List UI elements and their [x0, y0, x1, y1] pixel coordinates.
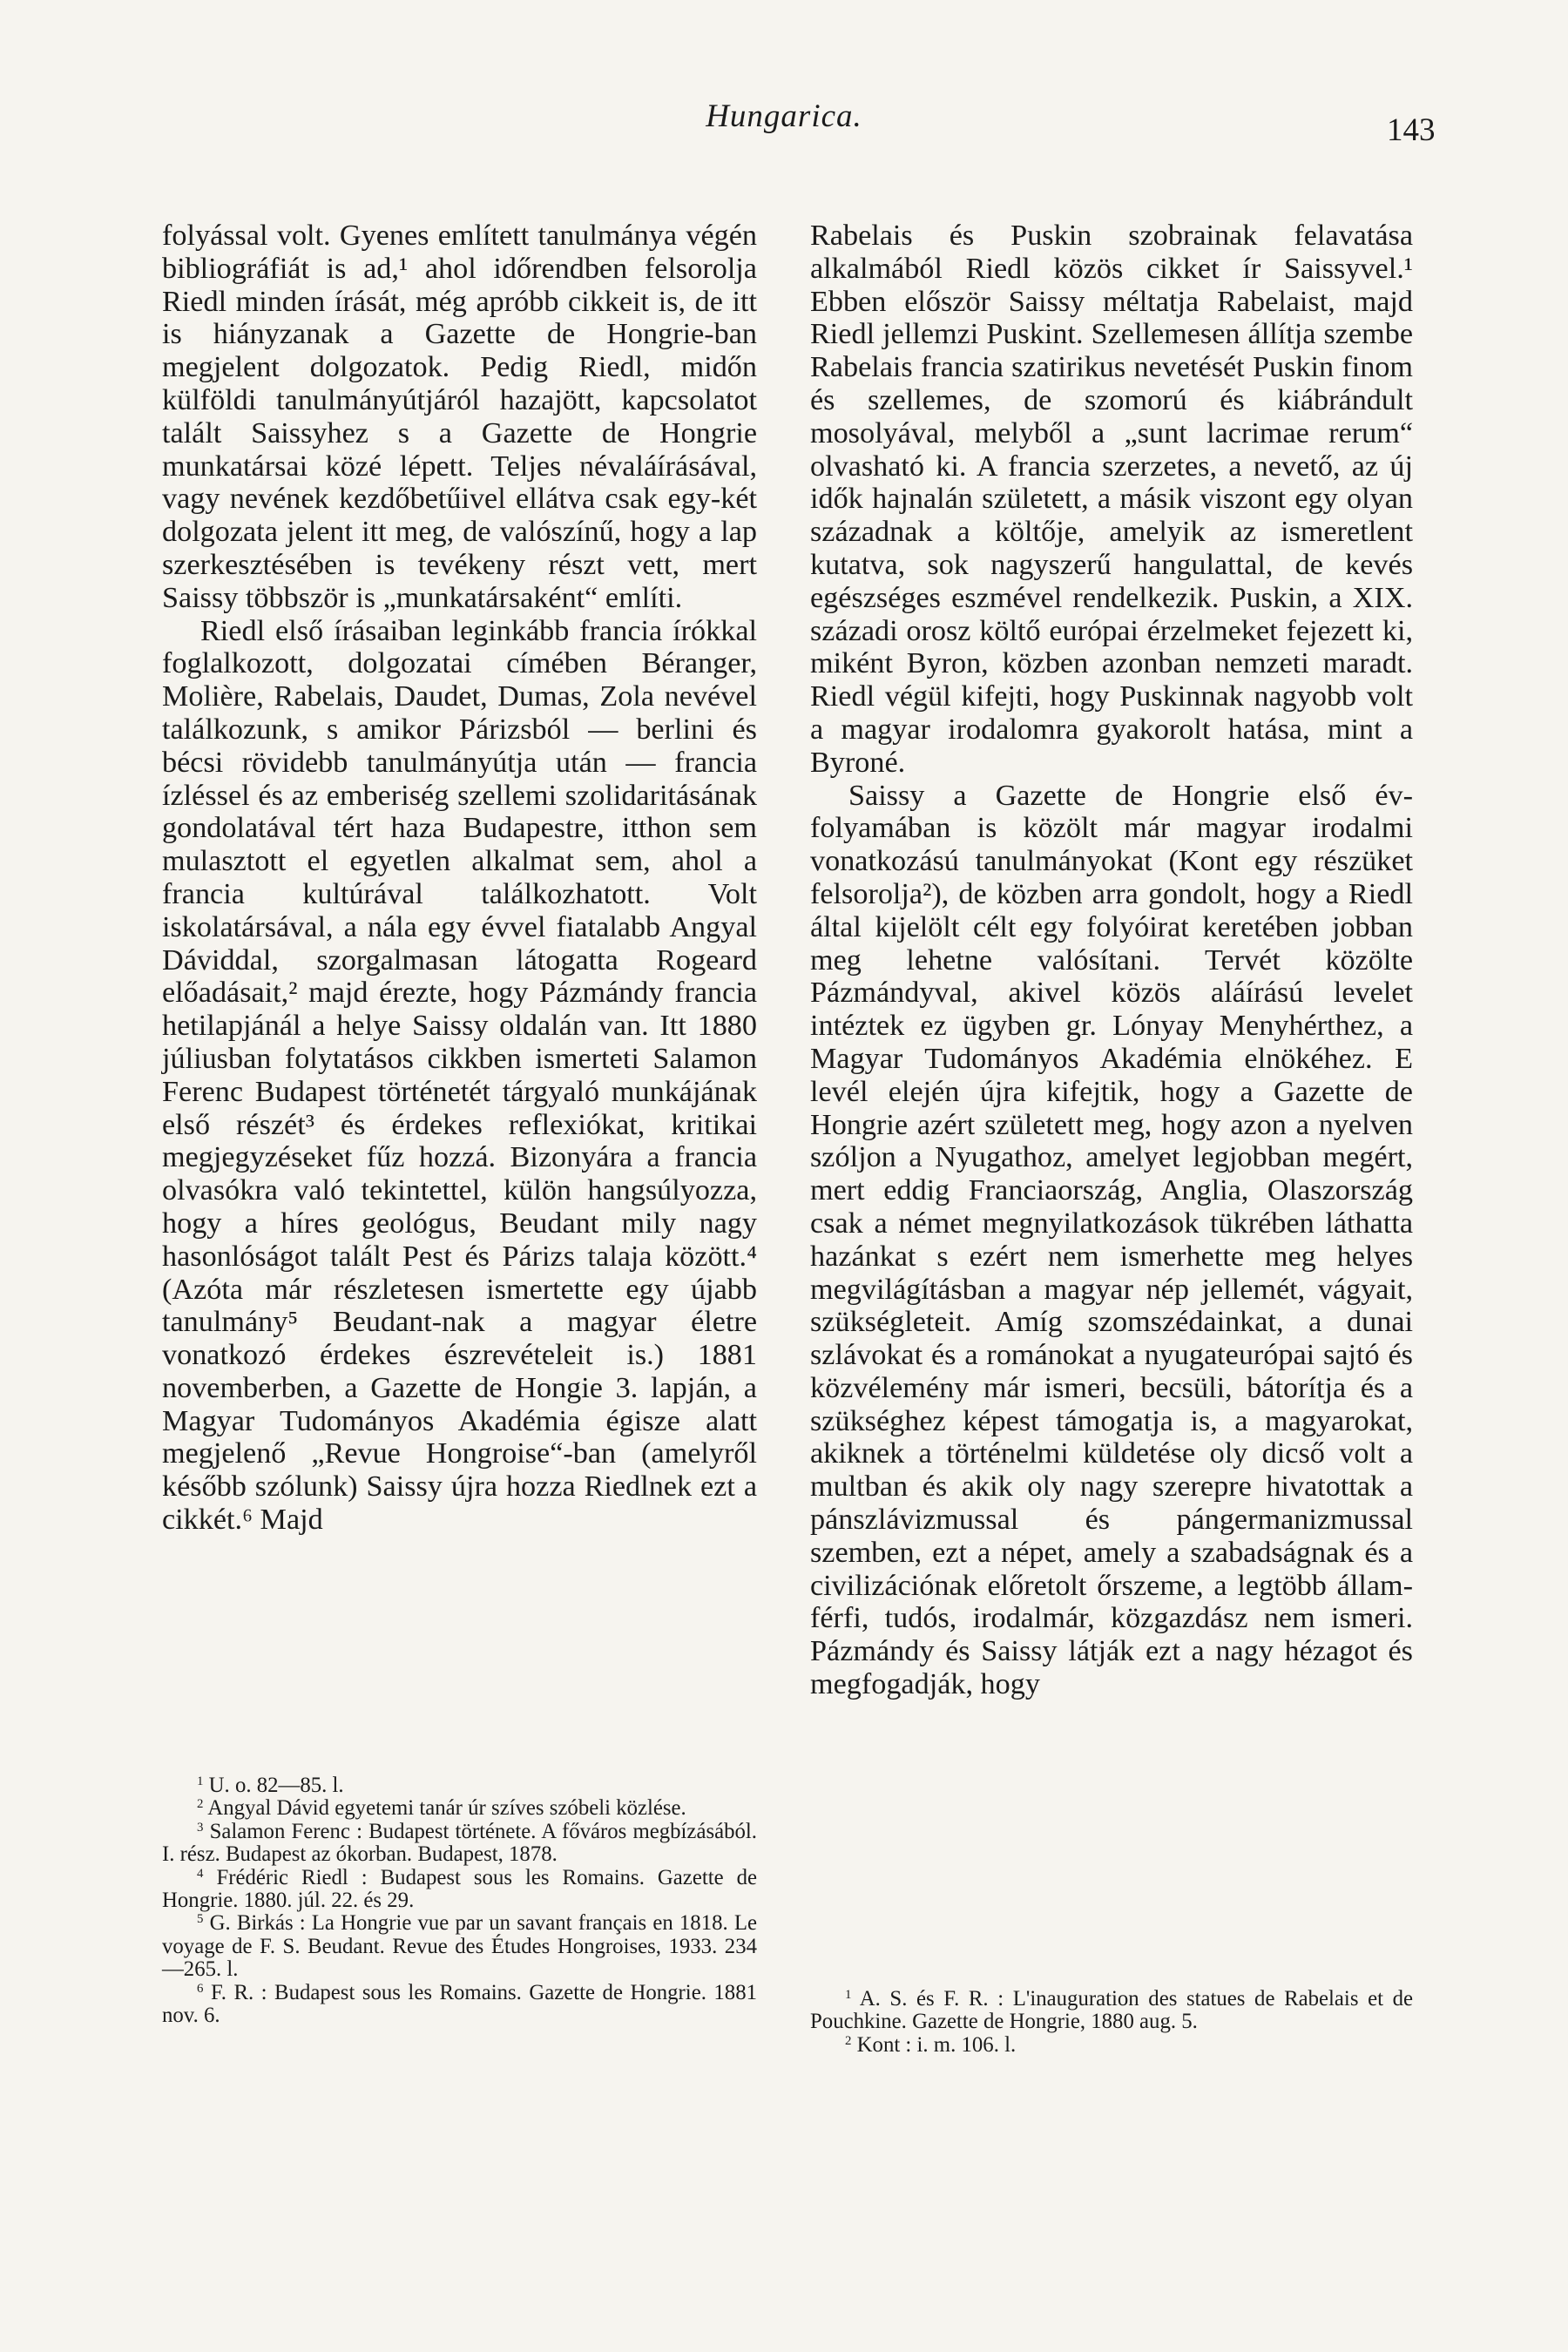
footnote-mark: 4	[197, 1866, 204, 1881]
footnote	[162, 1982, 757, 2028]
footnotes-right	[810, 1988, 1413, 2057]
footnote-mark: 5	[197, 1912, 204, 1927]
footnote-mark: 1	[197, 1774, 204, 1788]
footnote	[810, 1988, 1413, 2034]
footnote-text: Salamon Ferenc : Budapest története. A főváros megbízásából. I. rész. Budapest az ókorban. Budapest, 1878.	[162, 1819, 757, 1867]
footnote	[162, 1867, 757, 1913]
left-paragraph-1: folyással volt. Gyenes említett tanulmánya végén bibliográfiát is ad,¹ ahol időrendben felsorolja Riedl minden írását, még apróbb cikkeit is, de itt is hiányzanak a Gazette de Hongrie-ban megjelent dolgozatok. Pedig Riedl, midőn külföldi tanulmányútjáról hazajött, kapcsolatot talált Saissyhez s a Gazette de Hongrie munkatársai közé lépett. Teljes névaláírásával, vagy nevének kezdőbetűivel ellátva csak egy-két dolgozata jelent itt meg, de valószínű, hogy a lap szerkesztésében is tevékeny részt vett, mert Saissy többször is „munkatársaként“ említi.	[162, 220, 757, 614]
right-paragraph-1: Rabelais és Puskin szobrainak felavatása alkalmából Riedl közös cikket ír Saissyvel.¹ Ebben először Saissy méltatja Rabelaist, majd Riedl jellemzi Puskint. Szellemesen állítja szembe Rabelais francia szatirikus nevetését Puskin finom és szellemes, de szomorú és kiábrándult mosolyával, melyből a „sunt lacrimae rerum“ olvasható ki. A francia szerzetes, a nevető, az új idők hajnalán született, a másik viszont egy olyan századnak a költője, amelyik az ismeretlent kutatva, sok nagyszerű hangulattal, de kevés egészséges eszmével rendelkezik. Puskin, a XIX. századi orosz költő európai érzelmeket fejezett ki, miként Byron, közben azonban nemzeti maradt. Riedl végül kifejti, hogy Puskinnak nagyobb volt a magyar irodalomra gyakorolt hatása, mint a Byroné.	[810, 220, 1413, 779]
footnote-text: A. S. és F. R. : L'inauguration des statues de Rabelais et de Pouchkine. Gazette de Hongrie, 1880 aug. 5.	[810, 1987, 1413, 2034]
page-number: 143	[1387, 112, 1436, 148]
footnote	[810, 2034, 1413, 2057]
right-paragraph-2: Saissy a Gazette de Hongrie első évfolyamában is közölt már magyar irodalmi vonatkozású tanulmányokat (Kont egy részüket felsorolja²), de közben arra gondolt, hogy a Riedl által kijelölt célt egy folyóirat keretében jobban meg lehetne valósítani. Tervét közölte Pázmándyval, akivel közös aláírású levelet intéztek ez ügyben gr. Lónyay Menyhérthez, a Magyar Tudományos Akadémia elnökéhez. E levél elején újra kifejtik, hogy a Gazette de Hongrie azért született meg, hogy azon a nyelven szóljon a Nyugathoz, amelyet legjobban megért, mert eddig Franciaország, Anglia, Olaszország csak a német megnyilatkozások tükrében láthatta hazánkat s ezért nem ismerhette meg helyes megvilágításban a magyar nép jellemét, vágyait, szükségleteit. Amíg szomszédainkat, a dunai szlávokat és a románokat a nyugateurópai sajtó és közvélemény már ismeri, becsüli, bátorítja és a szükséghez képest támogatja is, a magyarokat, akiknek a történelmi küldetése oly dicső volt a multban és akik oly nagy szerepre hivatottak a pánszlávizmussal és pángermanizmussal szemben, ezt a népet, amely a szabadságnak és a civilizációnak előretolt őrszeme, a legtöbb államférfi, tudós, irodalmár, közgazdász nem ismeri. Pázmándy és Saissy látják ezt a nagy hézagot és megfogadják, hogy	[810, 779, 1413, 1701]
footnote-mark: 2	[845, 2033, 852, 2048]
footnote-text: G. Birkás : La Hongrie vue par un savant français en 1818. Le voyage de F. S. Beudant. Revue des Études Hongroises, 1933. 234—265. l.	[162, 1911, 757, 1982]
running-head-title: Hungarica.	[706, 98, 862, 134]
footnote-mark: 1	[845, 1987, 852, 2002]
footnote-text: Frédéric Riedl : Budapest sous les Romains. Gazette de Hongrie. 1880. júl. 22. és 29.	[162, 1865, 758, 1913]
left-paragraph-2: Riedl első írásaiban leginkább francia írókkal foglalkozott, dolgozatai címében Béranger, Molière, Rabelais, Daudet, Dumas, Zola nevével találkozunk, s amikor Párizsból — berlini és bécsi rövidebb tanulmányútja után — francia ízléssel és az emberiség szellemi szolidaritásának gondolatával tért haza Budapestre, itthon sem mulasztott el egyetlen alkalmat sem, ahol a francia kultúrával találkozhatott. Volt iskolatársával, a nála egy évvel fiatalabb Angyal Dáviddal, szorgalmasan látogatta Rogeard előadásait,² majd érezte, hogy Pázmándy francia hetilapjánál a helye Saissy oldalán van. Itt 1880 júliusban folytatásos cikkben ismerteti Salamon Ferenc Budapest történetét tárgyaló munkájának első részét³ és érdekes reflexiókat, kritikai megjegyzéseket fűz hozzá. Bizonyára a francia olvasókra való tekintettel, külön hangsúlyozza, hogy a híres geológus, Beudant mily nagy hasonlóságot talált Pest és Párizs talaja között.⁴ (Azóta már részletesen ismertette egy újabb tanulmány⁵ Beudant-nak a magyar életre vonatkozó érdekes észrevételeit is.) 1881 novemberben, a Gazette de Hongie 3. lapján, a Magyar Tudományos Akadémia égisze alatt megjelenő „Revue Hongroise“-ban (amelyről később szólunk) Saissy újra hozza Riedlnek ezt a cikkét.⁶ Majd	[162, 614, 757, 1537]
footnote-text: Kont : i. m. 106. l.	[856, 2032, 1017, 2057]
footnote	[162, 1821, 757, 1867]
footnote-mark: 2	[197, 1797, 204, 1812]
footnotes-left	[162, 1774, 757, 2027]
footnote	[162, 1797, 757, 1820]
footnote-text: U. o. 82—85. l.	[208, 1774, 344, 1797]
footnote-mark: 6	[197, 1981, 204, 1996]
right-column	[810, 220, 1413, 1701]
footnote-mark: 3	[197, 1820, 204, 1835]
footnote-text: F. R. : Budapest sous les Romains. Gazette de Hongrie. 1881 nov. 6.	[162, 1980, 757, 2028]
footnote	[162, 1912, 757, 1981]
footnote	[162, 1774, 757, 1797]
footnote-text: Angyal Dávid egyetemi tanár úr szíves szóbeli közlése.	[207, 1796, 686, 1821]
left-column	[162, 220, 757, 1537]
